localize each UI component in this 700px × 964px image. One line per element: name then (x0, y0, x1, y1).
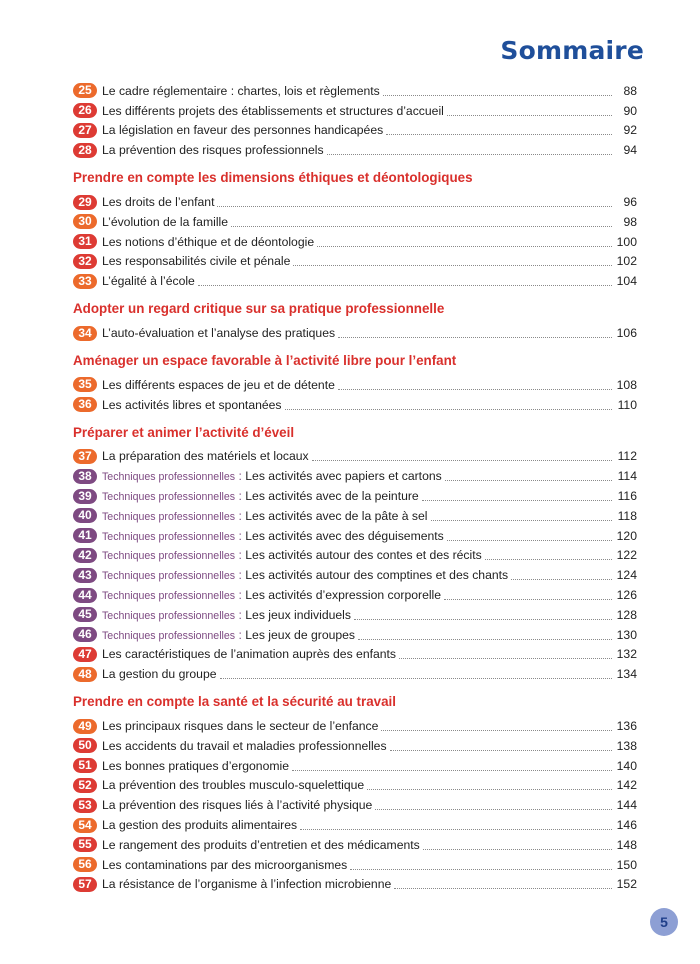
toc-entry-text: L’égalité à l’école (102, 274, 195, 289)
page-number-badge: 5 (650, 908, 678, 936)
dot-leader (367, 788, 612, 790)
toc-entry-page: 124 (616, 568, 637, 583)
page-title: Sommaire (500, 36, 644, 65)
toc-entry-label (102, 398, 282, 412)
toc-entry-text: Les activités avec de la pâte à sel (245, 508, 428, 523)
prefix-separator: : (235, 548, 246, 563)
dot-leader (198, 284, 612, 286)
toc-entry-text: La résistance de l’organisme à l’infection microbienne (102, 877, 392, 892)
chapter-number-badge: 33 (73, 274, 97, 289)
toc-entry[interactable] (73, 395, 637, 415)
toc-entry-text: La prévention des risques liés à l’activité physique (102, 798, 373, 813)
toc-entry-text: Les activités libres et spontanées (102, 397, 282, 412)
toc-entry-text: Les activités autour des comptines et des chants (245, 568, 509, 583)
toc-entry-label (102, 719, 378, 733)
techniques-prefix: Techniques professionnelles (102, 590, 236, 603)
toc-entry-label (102, 759, 289, 773)
toc-entry-text: Le cadre réglementaire : chartes, lois et règlements (102, 83, 380, 98)
toc-entry-label (102, 509, 428, 523)
dot-leader (390, 749, 612, 751)
techniques-prefix: Techniques professionnelles (102, 491, 236, 504)
chapter-number-badge: 49 (73, 719, 97, 734)
toc-entry-label (102, 195, 214, 209)
prefix-separator: : (235, 588, 246, 603)
toc-entry-text: Les bonnes pratiques d’ergonomie (102, 758, 290, 773)
prefix-separator: : (235, 508, 246, 523)
toc-entry-page: 128 (616, 607, 637, 622)
chapter-number-badge: 41 (73, 528, 97, 543)
chapter-number-badge: 56 (73, 857, 97, 872)
chapter-number-badge: 37 (73, 449, 97, 464)
chapter-number-badge: 57 (73, 877, 97, 892)
dot-leader (231, 225, 612, 227)
toc-entry-label (102, 469, 442, 483)
toc-entry[interactable] (73, 447, 637, 467)
dot-leader (381, 729, 612, 731)
prefix-separator: : (235, 568, 246, 583)
toc-entry-page: 146 (616, 818, 637, 832)
toc-entry-text: L’auto-évaluation et l’analyse des pratiques (102, 326, 336, 341)
toc-entry-page: 140 (616, 758, 637, 773)
dot-leader (375, 808, 612, 810)
toc-entry[interactable] (73, 252, 637, 272)
toc-entry[interactable] (73, 323, 637, 343)
techniques-prefix: Techniques professionnelles (102, 510, 236, 523)
dot-leader (292, 769, 612, 771)
toc-entry-label (102, 778, 364, 792)
toc-entry-text: Les jeux individuels (245, 607, 351, 622)
toc-entry[interactable] (73, 140, 637, 160)
toc-entry-page: 122 (616, 548, 637, 563)
toc-entry[interactable] (73, 486, 637, 506)
chapter-number-badge: 53 (73, 798, 97, 813)
toc-entry[interactable] (73, 736, 637, 756)
chapter-number-badge: 36 (73, 397, 97, 412)
toc-entry-page: 92 (623, 123, 637, 138)
toc-entry-page: 102 (616, 254, 637, 269)
toc-entry[interactable] (73, 605, 637, 625)
toc-entry-page: 136 (616, 719, 637, 734)
toc-entry[interactable] (73, 506, 637, 526)
toc-entry-label (102, 326, 335, 340)
toc-entry-page: 106 (616, 326, 637, 341)
dot-leader (422, 499, 612, 501)
prefix-separator: : (235, 469, 246, 484)
dot-leader (338, 388, 612, 390)
toc-entry-page: 114 (617, 469, 637, 484)
section-heading: Aménager un espace favorable à l’activité libre pour l’enfant (73, 352, 457, 368)
dot-leader (383, 94, 612, 96)
dot-leader (293, 264, 612, 266)
toc-entry-label (102, 798, 372, 812)
prefix-separator: : (235, 627, 246, 642)
dot-leader (317, 245, 612, 247)
toc-entry-text: Les activités avec de la peinture (245, 489, 419, 504)
chapter-number-badge: 47 (73, 647, 97, 662)
toc-entry[interactable] (73, 756, 637, 776)
toc-entry-page: 142 (616, 778, 637, 793)
techniques-prefix: Techniques professionnelles (102, 570, 236, 583)
techniques-prefix: Techniques professionnelles (102, 471, 236, 484)
toc-entry-text: L’évolution de la famille (102, 214, 229, 229)
toc-entry-text: La gestion des produits alimentaires (102, 818, 298, 832)
techniques-prefix: Techniques professionnelles (102, 530, 236, 543)
dot-leader (327, 153, 612, 155)
dot-leader (300, 828, 612, 830)
toc-entry-text: Les notions d’éthique et de déontologie (102, 234, 315, 249)
toc-entry-label (102, 818, 297, 832)
toc-entry-label (102, 215, 228, 229)
toc-entry-text: Les différents espaces de jeu et de détente (102, 377, 335, 392)
dot-leader (386, 133, 612, 135)
toc-entry-page: 134 (616, 667, 637, 682)
techniques-prefix: Techniques professionnelles (102, 609, 236, 622)
toc-entry-text: La prévention des troubles musculo-squelettique (102, 778, 365, 793)
dot-leader (431, 519, 612, 521)
chapter-number-badge: 30 (73, 214, 97, 229)
toc-entry-label (102, 449, 309, 463)
toc-entry-text: Les activités avec des déguisements (245, 528, 444, 543)
chapter-number-badge: 48 (73, 667, 97, 682)
dot-leader (350, 868, 612, 870)
toc-entry[interactable] (73, 466, 637, 486)
toc-entry-text: Les activités autour des contes et des récits (245, 548, 482, 563)
toc-entry-label (102, 838, 420, 852)
toc-entry-page: 152 (616, 877, 637, 892)
dot-leader (354, 618, 612, 620)
toc-entry-page: 98 (623, 214, 637, 229)
dot-leader (220, 677, 612, 679)
toc-entry-label (102, 568, 508, 582)
toc-entry-label (102, 123, 383, 137)
dot-leader (511, 578, 612, 580)
chapter-number-badge: 38 (73, 469, 97, 484)
toc-entry-label (102, 235, 314, 249)
toc-entry[interactable] (73, 776, 637, 796)
toc-entry[interactable] (73, 526, 637, 546)
toc-entry-page: 88 (623, 83, 637, 98)
toc-entry[interactable] (73, 271, 637, 291)
dot-leader (447, 539, 612, 541)
dot-leader (485, 558, 612, 560)
toc-entry-label (102, 647, 396, 661)
toc-entry-label (102, 877, 391, 891)
toc-entry[interactable] (73, 815, 637, 835)
toc-entry[interactable] (73, 664, 637, 684)
chapter-number-badge: 54 (73, 818, 97, 833)
chapter-number-badge: 31 (73, 234, 97, 249)
toc-entry-page: 132 (616, 647, 637, 662)
toc-entry-page: 118 (617, 508, 637, 523)
chapter-number-badge: 51 (73, 758, 97, 773)
toc-entry-label (102, 378, 335, 392)
chapter-number-badge: 34 (73, 326, 97, 341)
toc-entry[interactable] (73, 546, 637, 566)
section-heading: Préparer et animer l’activité d’éveil (73, 424, 295, 440)
toc-entry-page: 104 (616, 274, 637, 289)
toc-entry-text: Les activités d’expression corporelle (245, 588, 442, 603)
chapter-number-badge: 42 (73, 548, 97, 563)
prefix-separator: : (235, 607, 246, 622)
toc-entry-text: La préparation des matériels et locaux (102, 449, 309, 464)
toc-entry-page: 116 (617, 489, 637, 504)
techniques-prefix: Techniques professionnelles (102, 629, 236, 642)
toc-entry-text: La gestion du groupe (102, 667, 217, 682)
chapter-number-badge: 28 (73, 143, 97, 158)
toc-entry-page: 96 (623, 195, 637, 210)
toc-entry[interactable] (73, 101, 637, 121)
table-of-contents (73, 79, 637, 894)
toc-entry-text: Le rangement des produits d’entretien et des médicaments (102, 837, 420, 852)
toc-entry-label (102, 628, 355, 642)
chapter-number-badge: 50 (73, 738, 97, 753)
toc-entry-page: 138 (616, 738, 637, 753)
toc-entry-label (102, 529, 444, 543)
toc-entry-label (102, 858, 347, 872)
dot-leader (285, 408, 612, 410)
dot-leader (394, 887, 612, 889)
dot-leader (399, 657, 612, 659)
toc-entry-page: 110 (617, 397, 637, 412)
toc-entry[interactable] (73, 585, 637, 605)
dot-leader (445, 479, 612, 481)
section-heading: Prendre en compte la santé et la sécurité au travail (73, 694, 396, 710)
toc-entry[interactable] (73, 232, 637, 252)
toc-entry[interactable] (73, 565, 637, 585)
toc-entry-page: 94 (623, 143, 637, 158)
dot-leader (217, 205, 612, 207)
prefix-separator: : (235, 528, 246, 543)
toc-entry[interactable] (73, 875, 637, 895)
chapter-number-badge: 29 (73, 195, 97, 210)
dot-leader (312, 459, 612, 461)
chapter-number-badge: 25 (73, 83, 97, 98)
toc-entry-label (102, 84, 380, 98)
chapter-number-badge: 39 (73, 489, 97, 504)
chapter-number-badge: 43 (73, 568, 97, 583)
toc-entry-label (102, 143, 324, 157)
chapter-number-badge: 40 (73, 508, 97, 523)
toc-entry-text: Les principaux risques dans le secteur de l’enfance (102, 719, 379, 734)
chapter-number-badge: 26 (73, 103, 97, 118)
toc-entry-label (102, 608, 351, 622)
toc-entry-label (102, 274, 195, 288)
chapter-number-badge: 46 (73, 627, 97, 642)
section-heading: Prendre en compte les dimensions éthiques et déontologiques (73, 170, 473, 186)
toc-entry-page: 148 (616, 837, 637, 852)
toc-entry-label (102, 548, 482, 562)
toc-entry-text: La prévention des risques professionnels (102, 143, 324, 158)
toc-entry-text: La législation en faveur des personnes handicapées (102, 123, 384, 138)
toc-entry-page: 112 (617, 449, 637, 464)
dot-leader (444, 598, 612, 600)
chapter-number-badge: 27 (73, 123, 97, 138)
dot-leader (358, 638, 612, 640)
toc-entry-page: 108 (616, 377, 637, 392)
toc-entry-page: 120 (616, 528, 637, 543)
toc-entry[interactable] (73, 212, 637, 232)
toc-entry-page: 130 (616, 627, 637, 642)
dot-leader (423, 848, 612, 850)
toc-entry-page: 150 (616, 857, 637, 872)
chapter-number-badge: 35 (73, 377, 97, 392)
chapter-number-badge: 55 (73, 837, 97, 852)
toc-entry-label (102, 739, 387, 753)
chapter-number-badge: 32 (73, 254, 97, 269)
toc-entry[interactable] (73, 375, 637, 395)
toc-entry-label (102, 588, 441, 602)
chapter-number-badge: 45 (73, 607, 97, 622)
toc-entry-page: 144 (616, 798, 637, 813)
toc-entry-label (102, 254, 290, 268)
prefix-separator: : (235, 489, 246, 504)
toc-entry-label (102, 104, 444, 118)
dot-leader (447, 114, 612, 116)
toc-entry-page: 100 (616, 234, 637, 249)
toc-entry-text: Les contaminations par des microorganismes (102, 857, 348, 872)
dot-leader (338, 336, 612, 338)
toc-entry[interactable] (73, 795, 637, 815)
chapter-number-badge: 44 (73, 588, 97, 603)
chapter-number-badge: 52 (73, 778, 97, 793)
toc-entry-label (102, 489, 419, 503)
section-heading: Adopter un regard critique sur sa pratique professionnelle (73, 301, 445, 317)
toc-entry[interactable] (73, 835, 637, 855)
toc-entry-text: Les droits de l’enfant (102, 195, 215, 210)
techniques-prefix: Techniques professionnelles (102, 550, 236, 563)
toc-entry-label (102, 667, 217, 681)
toc-entry[interactable] (73, 192, 637, 212)
toc-entry-text: Les accidents du travail et maladies professionnelles (102, 738, 387, 753)
toc-entry[interactable] (73, 121, 637, 141)
toc-entry-text: Les activités avec papiers et cartons (245, 469, 442, 484)
toc-entry[interactable] (73, 625, 637, 645)
toc-entry[interactable] (73, 645, 637, 665)
toc-entry-text: Les différents projets des établissements et structures d’accueil (102, 103, 444, 118)
toc-entry[interactable] (73, 716, 637, 736)
toc-entry-page: 90 (623, 103, 637, 118)
toc-entry-text: Les jeux de groupes (245, 627, 356, 642)
toc-entry[interactable] (73, 855, 637, 875)
toc-entry-text: Les responsabilités civile et pénale (102, 254, 291, 269)
toc-entry-page: 126 (616, 588, 637, 603)
toc-entry-text: Les caractéristiques de l’animation auprès des enfants (102, 647, 397, 662)
toc-entry[interactable] (73, 81, 637, 101)
